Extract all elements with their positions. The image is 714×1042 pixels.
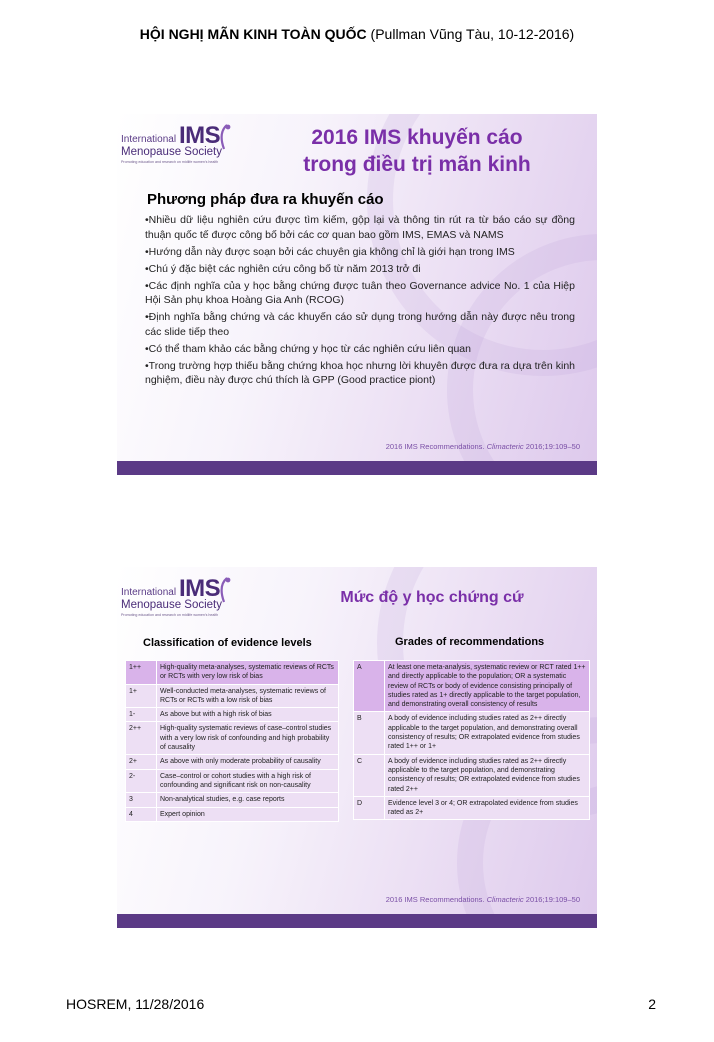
slide-subtitle: Phương pháp đưa ra khuyến cáo — [147, 191, 384, 208]
logo-society: Menopause Society — [121, 599, 223, 611]
citation-journal: Climacteric — [486, 895, 524, 904]
level-description: Non-analytical studies, e.g. case reports — [157, 793, 339, 807]
level-description: High-quality meta-analyses, systematic reviews of RCTs or RCTs with very low risk of bias — [157, 661, 339, 685]
table-row — [126, 722, 339, 755]
slide-bottom-bar — [117, 914, 597, 928]
slide-title-line1: 2016 IMS khuyến cáo — [311, 126, 523, 149]
table-row — [126, 793, 339, 807]
logo-international: International — [121, 134, 177, 145]
level-description: Expert opinion — [157, 807, 339, 821]
level-code: 2++ — [126, 722, 157, 755]
citation-text: 2016 IMS Recommendations. — [385, 895, 487, 904]
table-row — [354, 754, 590, 796]
ims-logo — [121, 122, 233, 170]
level-code: 1+ — [126, 684, 157, 708]
level-description: As above but with a high risk of bias — [157, 708, 339, 722]
bullet-item: •Trong trường hợp thiếu bằng chứng khoa học nhưng lời khuyên được đưa ra dựa trên kinh nghiệm, điều này được chú thích là GPP (Good practice piont) — [145, 359, 575, 386]
evidence-table-title: Classification of evidence levels — [143, 637, 312, 649]
bullet-item: •Hướng dẫn này được soạn bởi các chuyên gia không chỉ là giới hạn trong IMS — [145, 245, 515, 258]
bullet-item: •Các định nghĩa của y học bằng chứng được tuân theo Governance advice No. 1 của Hiệp Hội Sản phụ khoa Hoàng Gia Anh (RCOG) — [145, 279, 575, 306]
table-row — [126, 807, 339, 821]
level-description: As above with only moderate probability of causality — [157, 755, 339, 769]
logo-tagline: Promoting education and research on midlife women's health — [121, 613, 219, 617]
level-code: C — [354, 754, 385, 796]
table-row — [126, 661, 339, 685]
slide-recommendation-methods — [117, 114, 597, 475]
level-description: Well-conducted meta-analyses, systematic reviews of RCTs or RCTs with a low risk of bias — [157, 684, 339, 708]
logo-ims: IMS — [179, 122, 221, 149]
logo-tagline: Promoting education and research on midlife women's health — [121, 160, 219, 164]
logo-international: International — [121, 587, 177, 598]
level-code: 2- — [126, 769, 157, 793]
level-description: Case–control or cohort studies with a high risk of confounding and significant risk on non-causality — [157, 769, 339, 793]
footer-date: HOSREM, 11/28/2016 — [66, 996, 205, 1012]
table-row — [354, 712, 590, 754]
slide-bottom-bar — [117, 461, 597, 475]
slide-title — [267, 124, 567, 178]
table-row — [126, 684, 339, 708]
logo-society: Menopause Society — [121, 146, 223, 158]
bullet-item: •Nhiều dữ liệu nghiên cứu được tìm kiếm, gộp lại và thông tin rút ra từ báo cáo sự đồng thuận quốc tế được công bố bởi các cơ quan bao gồm IMS, EMAS và NAMS — [145, 214, 575, 241]
bullet-item: •Có thể tham khảo các bằng chứng y học từ các nghiên cứu liên quan — [145, 342, 471, 355]
level-description: At least one meta-analysis, systematic review or RCT rated 1++ and directly applicable to the population; OR a systematic review of RCTs or body of evidence consisting principally of studies rated as 1+ directly applicable to the target population, and demonstrating overall consistency of results — [385, 661, 590, 712]
citation — [386, 442, 580, 451]
level-description: A body of evidence including studies rated as 2++ directly applicable to the target population, and demonstrating consistency of results; OR extrapolated evidence from studies rated 2++ — [385, 754, 590, 796]
bullet-item: •Chú ý đặc biệt các nghiên cứu công bố từ năm 2013 trở đi — [145, 262, 421, 275]
grades-table — [353, 660, 590, 820]
page-header — [0, 26, 714, 42]
bullet-item: •Định nghĩa bằng chứng và các khuyến cáo sử dụng trong hướng dẫn này được nêu trong các slide tiếp theo — [145, 311, 575, 338]
citation-journal: Climacteric — [486, 442, 524, 451]
level-code: 4 — [126, 807, 157, 821]
level-code: 2+ — [126, 755, 157, 769]
citation-volume: 2016;19:109–50 — [523, 895, 580, 904]
grades-table-title: Grades of recommendations — [395, 636, 545, 648]
level-code: 1- — [126, 708, 157, 722]
table-row — [354, 796, 590, 820]
level-code: D — [354, 796, 385, 820]
citation — [386, 895, 580, 904]
header-conference: HỘI NGHỊ MÃN KINH TOÀN QUỐC — [139, 26, 367, 42]
evidence-levels-table — [125, 660, 339, 822]
header-location-date: (Pullman Vũng Tàu, 10-12-2016) — [366, 26, 575, 42]
level-code: A — [354, 661, 385, 712]
table-row — [126, 708, 339, 722]
level-description: Evidence level 3 or 4; OR extrapolated evidence from studies rated as 2+ — [385, 796, 590, 820]
bullet-list — [145, 213, 575, 390]
citation-text: 2016 IMS Recommendations. — [385, 442, 487, 451]
slide-title: Mức độ y học chứng cứ — [340, 589, 524, 606]
citation-volume: 2016;19:109–50 — [523, 442, 580, 451]
table-row — [126, 769, 339, 793]
slide-evidence-levels — [117, 567, 597, 928]
level-code: 1++ — [126, 661, 157, 685]
logo-ims: IMS — [179, 575, 221, 602]
ims-logo — [121, 575, 233, 623]
level-code: 3 — [126, 793, 157, 807]
page-number: 2 — [648, 996, 656, 1012]
level-description: High-quality systematic reviews of case–control studies with a very low risk of confounding and high probability of causality — [157, 722, 339, 755]
table-row — [126, 755, 339, 769]
level-code: B — [354, 712, 385, 754]
slide-title-line2: trong điều trị mãn kinh — [303, 153, 531, 176]
table-row — [354, 661, 590, 712]
level-description: A body of evidence including studies rated as 2++ directly applicable to the target population, and demonstrating overall consistency of results; OR extrapolated evidence from studies rated 1++ or 1+ — [385, 712, 590, 754]
